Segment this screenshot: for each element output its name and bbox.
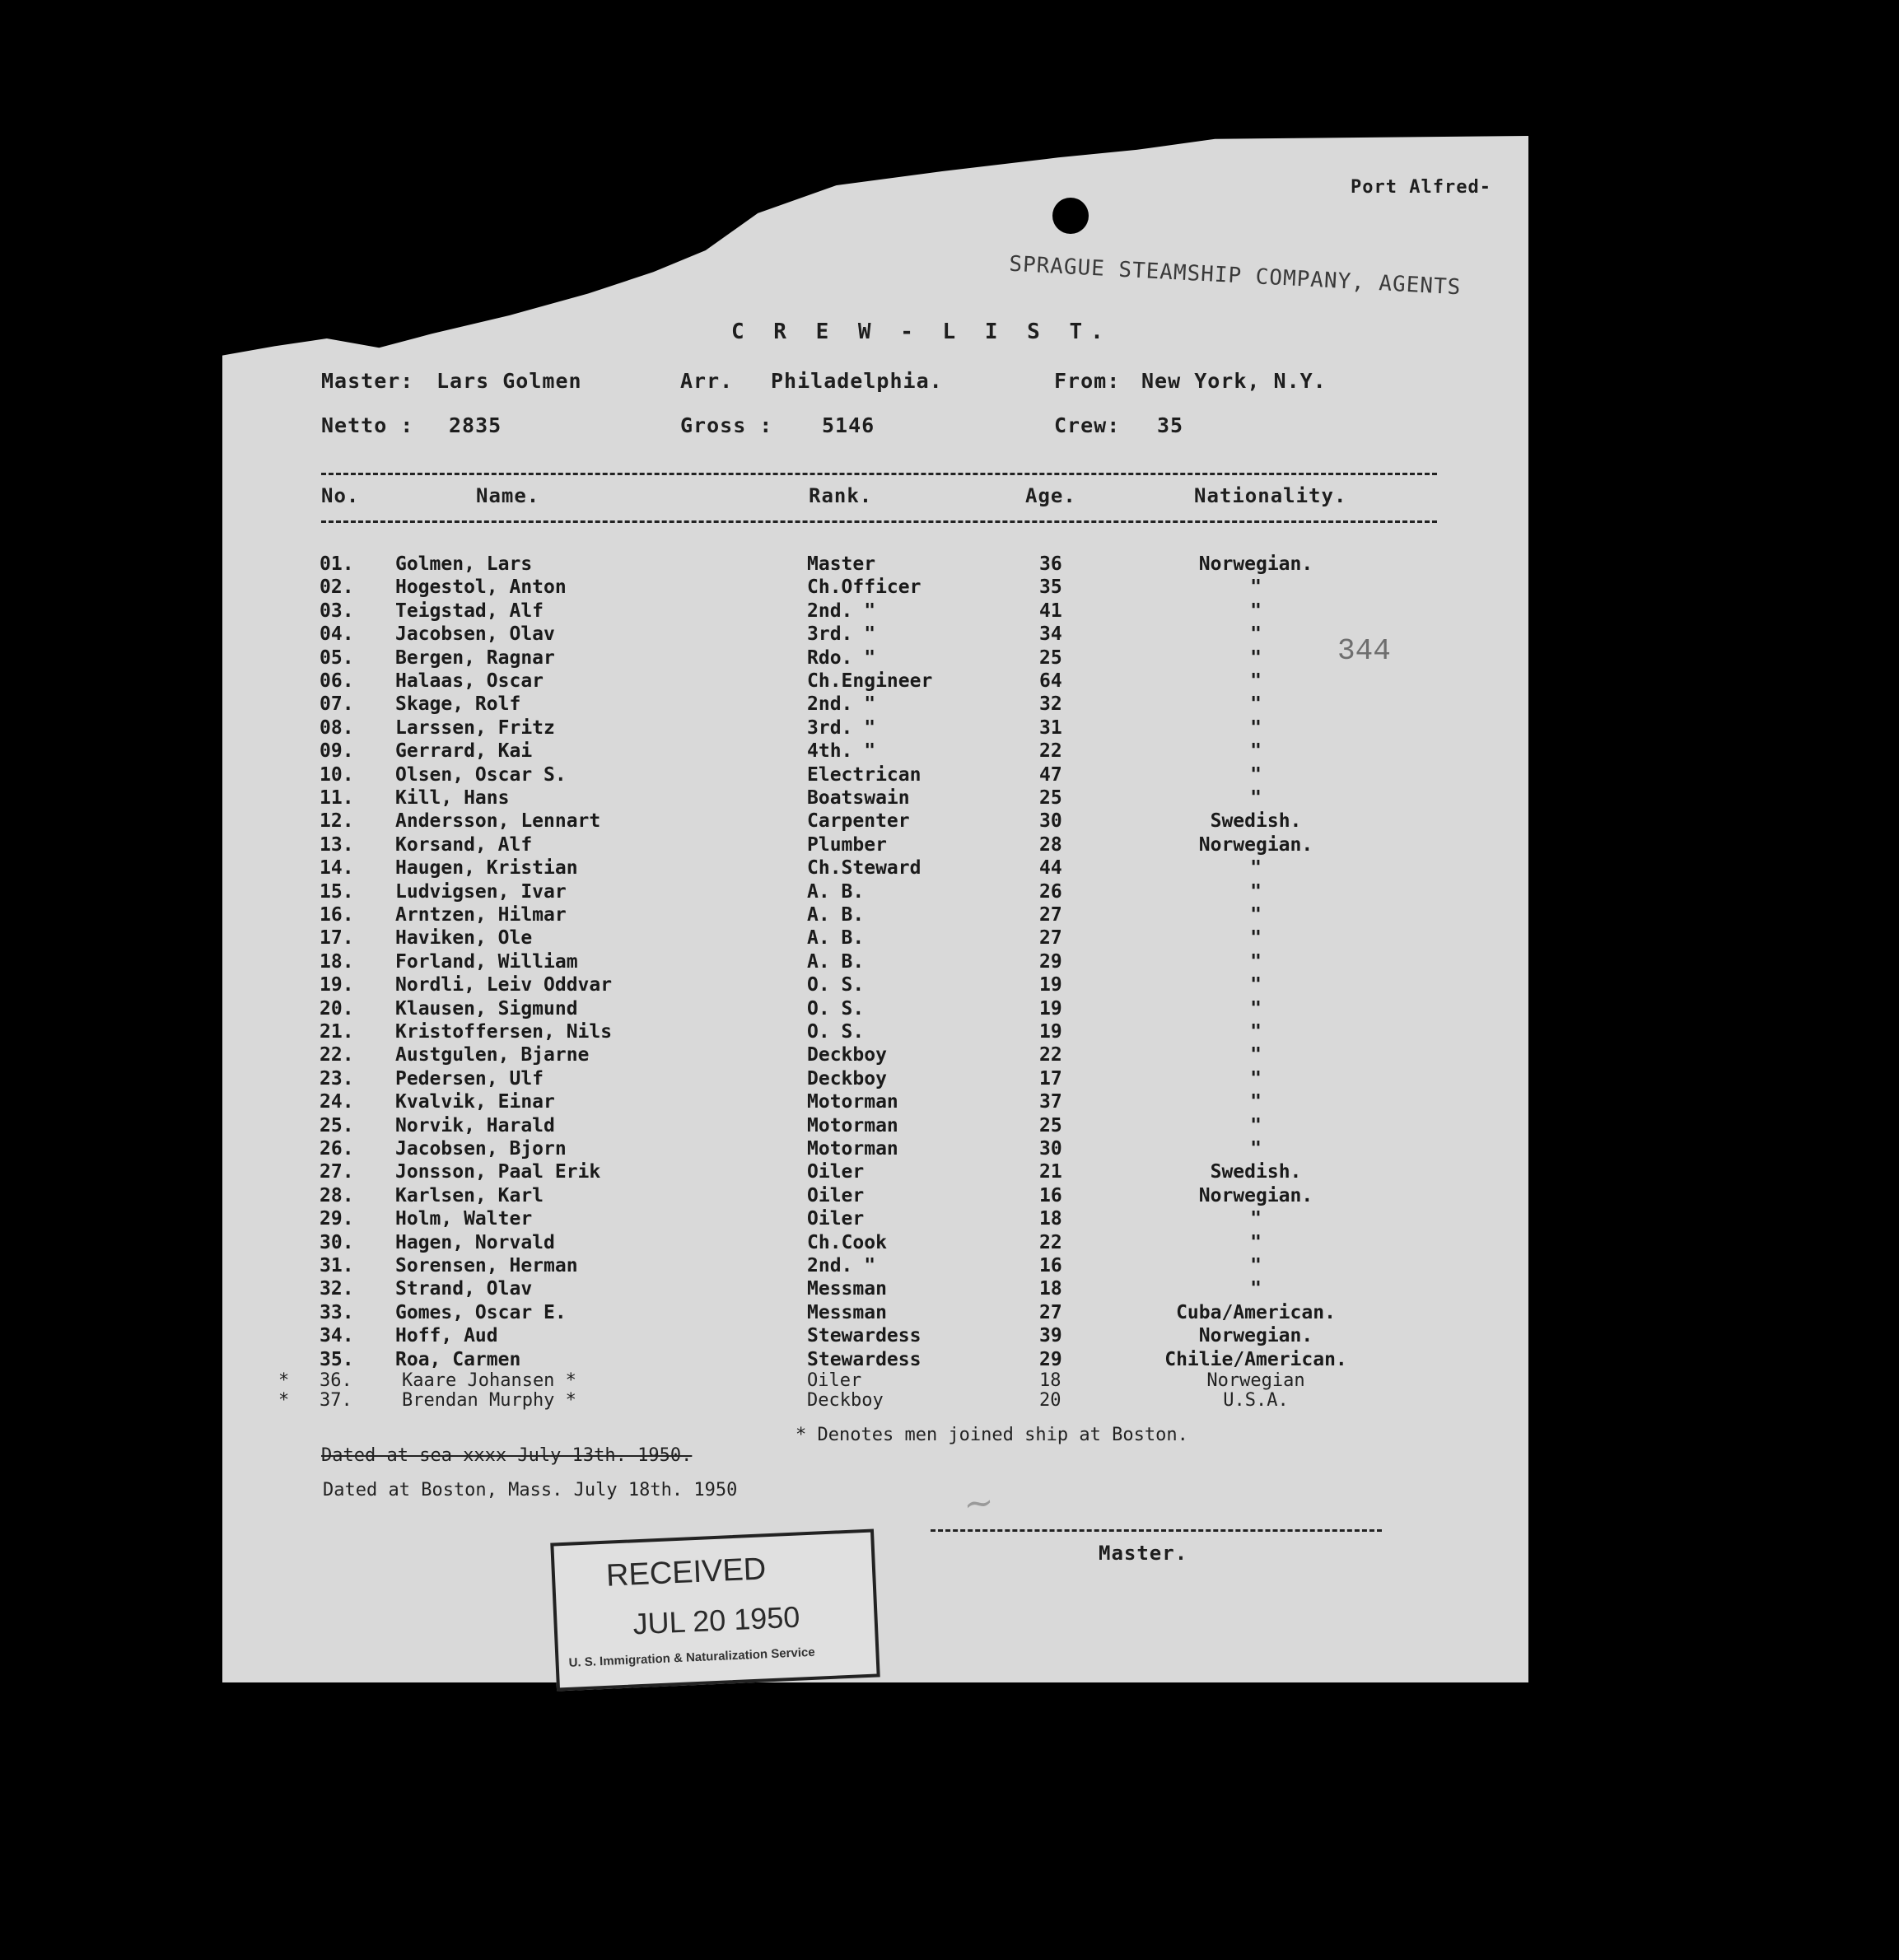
- crew-age: 34: [1039, 623, 1062, 646]
- crew-nationality: ": [1250, 857, 1262, 880]
- crew-name: Strand, Olav: [395, 1278, 533, 1300]
- crew-rank: O. S.: [807, 1021, 865, 1043]
- crew-name: Jonsson, Paal Erik: [395, 1161, 601, 1183]
- crew-name: Kaare Johansen *: [402, 1370, 576, 1391]
- crew-rank: Oiler: [807, 1370, 862, 1391]
- crew-rank: Messman: [807, 1278, 887, 1300]
- crew-rank: Oiler: [807, 1208, 865, 1230]
- gross-label: Gross :: [680, 413, 773, 437]
- crew-rank: Electrican: [807, 763, 922, 786]
- crew-rank: Ch.Cook: [807, 1231, 887, 1253]
- crew-nationality: Norwegian: [1206, 1370, 1305, 1391]
- crew-rank: Motorman: [807, 1091, 898, 1113]
- column-header-age: Age.: [1025, 484, 1076, 507]
- received-stamp-title: RECEIVED: [605, 1552, 768, 1594]
- crew-age: 64: [1039, 670, 1062, 692]
- joined-marker: *: [278, 1390, 290, 1411]
- crew-age: 27: [1039, 927, 1062, 950]
- crew-number: 36.: [320, 1370, 352, 1391]
- crew-nationality: ": [1250, 1114, 1262, 1136]
- received-stamp: [550, 1529, 880, 1692]
- crew-number: 32.: [320, 1278, 354, 1300]
- crew-age: 25: [1039, 1114, 1062, 1136]
- crew-rank: 4th. ": [807, 740, 876, 763]
- crew-name: Kill, Hans: [395, 787, 510, 809]
- crew-nationality: Swedish.: [1210, 810, 1302, 833]
- crew-age: 19: [1039, 1021, 1062, 1043]
- crew-name: Roa, Carmen: [395, 1348, 521, 1370]
- crew-age: 35: [1039, 576, 1062, 599]
- crew-nationality: ": [1250, 787, 1262, 809]
- crew-rank: 3rd. ": [807, 623, 876, 646]
- crew-number: 04.: [320, 623, 354, 646]
- crew-rank: Ch.Officer: [807, 576, 922, 599]
- crew-rank: Ch.Steward: [807, 857, 922, 880]
- crew-count-value: 35: [1157, 413, 1184, 437]
- crew-number: 37.: [320, 1390, 352, 1411]
- crew-nationality: ": [1250, 1231, 1262, 1253]
- crew-age: 36: [1039, 553, 1062, 575]
- crew-number: 10.: [320, 763, 354, 786]
- crew-number: 07.: [320, 693, 354, 716]
- crew-nationality: Norwegian.: [1198, 1325, 1313, 1347]
- crew-name: Hoff, Aud: [395, 1325, 498, 1347]
- crew-age: 31: [1039, 716, 1062, 739]
- crew-rank: O. S.: [807, 974, 865, 996]
- crew-name: Ludvigsen, Ivar: [395, 880, 567, 903]
- crew-rank: Motorman: [807, 1138, 898, 1160]
- crew-age: 26: [1039, 880, 1062, 903]
- crew-number: 24.: [320, 1091, 354, 1113]
- crew-name: Larssen, Fritz: [395, 716, 555, 739]
- crew-age: 37: [1039, 1091, 1062, 1113]
- crew-number: 33.: [320, 1301, 354, 1323]
- crew-name: Klausen, Sigmund: [395, 997, 578, 1020]
- crew-age: 18: [1039, 1370, 1061, 1391]
- crew-number: 34.: [320, 1325, 354, 1347]
- header-bottom-rule: [321, 520, 1437, 523]
- crew-rank: Deckboy: [807, 1067, 887, 1090]
- crew-rank: Stewardess: [807, 1325, 922, 1347]
- crew-number: 28.: [320, 1184, 354, 1206]
- crew-rank: 2nd. ": [807, 693, 876, 716]
- crew-nationality: ": [1250, 1091, 1262, 1113]
- master-signature: ~: [961, 1481, 996, 1526]
- crew-age: 22: [1039, 740, 1062, 763]
- crew-nationality: ": [1250, 646, 1262, 669]
- crew-nationality: ": [1250, 600, 1262, 622]
- crew-name: Norvik, Harald: [395, 1114, 555, 1136]
- crew-age: 39: [1039, 1325, 1062, 1347]
- crew-nationality: ": [1250, 1044, 1262, 1066]
- crew-age: 27: [1039, 1301, 1062, 1323]
- signature-label: Master.: [1099, 1542, 1188, 1565]
- crew-number: 18.: [320, 950, 354, 973]
- column-header-no: No.: [321, 484, 360, 507]
- crew-nationality: Norwegian.: [1198, 1184, 1313, 1206]
- crew-rank: A. B.: [807, 904, 865, 926]
- crew-number: 06.: [320, 670, 354, 692]
- crew-age: 21: [1039, 1161, 1062, 1183]
- crew-name: Halaas, Oscar: [395, 670, 544, 692]
- crew-nationality: ": [1250, 576, 1262, 599]
- crew-rank: A. B.: [807, 950, 865, 973]
- crew-number: 08.: [320, 716, 354, 739]
- crew-number: 13.: [320, 833, 354, 856]
- received-stamp-agency: U. S. Immigration & Naturalization Service: [568, 1645, 815, 1670]
- crew-rank: Deckboy: [807, 1044, 887, 1066]
- crew-nationality: Chilie/American.: [1164, 1348, 1347, 1370]
- crew-number: 21.: [320, 1021, 354, 1043]
- footnote: * Denotes men joined ship at Boston.: [796, 1425, 1188, 1445]
- crew-age: 29: [1039, 950, 1062, 973]
- crew-name: Bergen, Ragnar: [395, 646, 555, 669]
- crew-number: 11.: [320, 787, 354, 809]
- crew-nationality: ": [1250, 693, 1262, 716]
- crew-name: Arntzen, Hilmar: [395, 904, 567, 926]
- crew-number: 22.: [320, 1044, 354, 1066]
- crew-nationality: Norwegian.: [1198, 833, 1313, 856]
- page-title: C R E W - L I S T.: [731, 320, 1112, 344]
- crew-age: 29: [1039, 1348, 1062, 1370]
- crew-nationality: ": [1250, 763, 1262, 786]
- netto-value: 2835: [449, 413, 502, 437]
- crew-number: 31.: [320, 1255, 354, 1276]
- crew-number: 16.: [320, 904, 354, 926]
- crew-rank: Ch.Engineer: [807, 670, 933, 692]
- crew-age: 17: [1039, 1067, 1062, 1090]
- crew-name: Gerrard, Kai: [395, 740, 533, 763]
- crew-name: Skage, Rolf: [395, 693, 521, 716]
- crew-age: 25: [1039, 646, 1062, 669]
- crew-rank: Plumber: [807, 833, 887, 856]
- struck-date-line: Dated at sea xxxx July 13th. 1950.: [321, 1445, 693, 1466]
- crew-nationality: ": [1250, 997, 1262, 1020]
- crew-nationality: ": [1250, 1138, 1262, 1160]
- netto-label: Netto :: [321, 413, 414, 437]
- crew-name: Haugen, Kristian: [395, 857, 578, 880]
- crew-rank: Messman: [807, 1301, 887, 1323]
- crew-age: 25: [1039, 787, 1062, 809]
- crew-nationality: ": [1250, 716, 1262, 739]
- crew-number: 12.: [320, 810, 354, 833]
- crew-number: 02.: [320, 576, 354, 599]
- arrival-label: Arr.: [680, 369, 734, 393]
- crew-number: 15.: [320, 880, 354, 903]
- crew-nationality: ": [1250, 927, 1262, 950]
- crew-age: 41: [1039, 600, 1062, 622]
- crew-name: Jacobsen, Olav: [395, 623, 555, 646]
- from-label: From:: [1054, 369, 1121, 393]
- crew-name: Sorensen, Herman: [395, 1255, 578, 1276]
- crew-nationality: ": [1250, 1255, 1262, 1276]
- crew-rank: Carpenter: [807, 810, 910, 833]
- column-header-rank: Rank.: [809, 484, 873, 507]
- crew-number: 23.: [320, 1067, 354, 1090]
- dated-line: Dated at Boston, Mass. July 18th. 1950: [323, 1480, 738, 1500]
- from-value: New York, N.Y.: [1141, 369, 1327, 393]
- crew-nationality: ": [1250, 1278, 1262, 1300]
- crew-nationality: ": [1250, 740, 1262, 763]
- crew-nationality: ": [1250, 1208, 1262, 1230]
- crew-name: Nordli, Leiv Oddvar: [395, 974, 613, 996]
- crew-rank: Master: [807, 553, 876, 575]
- crew-number: 01.: [320, 553, 354, 575]
- crew-rank: A. B.: [807, 880, 865, 903]
- page-number: 344: [1337, 634, 1391, 668]
- crew-nationality: ": [1250, 904, 1262, 926]
- crew-nationality: ": [1250, 623, 1262, 646]
- master-value: Lars Golmen: [436, 369, 582, 393]
- crew-name: Olsen, Oscar S.: [395, 763, 567, 786]
- crew-number: 29.: [320, 1208, 354, 1230]
- crew-nationality: U.S.A.: [1223, 1390, 1289, 1411]
- crew-rank: 2nd. ": [807, 600, 876, 622]
- torn-hole: [1052, 198, 1089, 234]
- crew-nationality: ": [1250, 670, 1262, 692]
- column-header-nationality: Nationality.: [1194, 484, 1347, 507]
- crew-rank: Boatswain: [807, 787, 910, 809]
- master-label: Master:: [321, 369, 414, 393]
- crew-nationality: ": [1250, 974, 1262, 996]
- crew-nationality: ": [1250, 1021, 1262, 1043]
- crew-rank: Oiler: [807, 1184, 865, 1206]
- crew-rank: Rdo. ": [807, 646, 876, 669]
- agent-stamp: SPRAGUE STEAMSHIP COMPANY, AGENTS: [1008, 251, 1462, 301]
- crew-rank: 3rd. ": [807, 716, 876, 739]
- crew-nationality: Norwegian.: [1198, 553, 1313, 575]
- received-stamp-date: JUL 20 1950: [632, 1599, 801, 1641]
- crew-name: Gomes, Oscar E.: [395, 1301, 567, 1323]
- crew-name: Hogestol, Anton: [395, 576, 567, 599]
- crew-age: 47: [1039, 763, 1062, 786]
- crew-number: 19.: [320, 974, 354, 996]
- header-top-rule: [321, 473, 1437, 475]
- column-header-name: Name.: [476, 484, 540, 507]
- crew-age: 18: [1039, 1208, 1062, 1230]
- crew-age: 19: [1039, 997, 1062, 1020]
- crew-name: Andersson, Lennart: [395, 810, 601, 833]
- crew-age: 18: [1039, 1278, 1062, 1300]
- joined-marker: *: [278, 1370, 290, 1391]
- crew-name: Austgulen, Bjarne: [395, 1044, 590, 1066]
- crew-name: Haviken, Ole: [395, 927, 533, 950]
- crew-nationality: ": [1250, 950, 1262, 973]
- crew-age: 28: [1039, 833, 1062, 856]
- arrival-value: Philadelphia.: [771, 369, 943, 393]
- crew-number: 27.: [320, 1161, 354, 1183]
- crew-age: 16: [1039, 1255, 1062, 1276]
- crew-name: Golmen, Lars: [395, 553, 533, 575]
- crew-number: 14.: [320, 857, 354, 880]
- crew-number: 17.: [320, 927, 354, 950]
- crew-age: 32: [1039, 693, 1062, 716]
- crew-name: Kvalvik, Einar: [395, 1091, 555, 1113]
- crew-number: 20.: [320, 997, 354, 1020]
- gross-value: 5146: [822, 413, 875, 437]
- crew-age: 44: [1039, 857, 1062, 880]
- crew-rank: Oiler: [807, 1161, 865, 1183]
- crew-number: 05.: [320, 646, 354, 669]
- crew-rank: 2nd. ": [807, 1255, 876, 1276]
- crew-name: Pedersen, Ulf: [395, 1067, 544, 1090]
- crew-age: 19: [1039, 974, 1062, 996]
- crew-name: Jacobsen, Bjorn: [395, 1138, 567, 1160]
- crew-number: 03.: [320, 600, 354, 622]
- crew-number: 25.: [320, 1114, 354, 1136]
- top-handwritten-note: Port Alfred-: [1351, 177, 1491, 198]
- crew-name: Hagen, Norvald: [395, 1231, 555, 1253]
- crew-age: 30: [1039, 810, 1062, 833]
- crew-age: 22: [1039, 1231, 1062, 1253]
- crew-number: 09.: [320, 740, 354, 763]
- crew-age: 27: [1039, 904, 1062, 926]
- crew-age: 22: [1039, 1044, 1062, 1066]
- crew-name: Holm, Walter: [395, 1208, 533, 1230]
- crew-count-label: Crew:: [1054, 413, 1121, 437]
- crew-nationality: ": [1250, 1067, 1262, 1090]
- crew-number: 35.: [320, 1348, 354, 1370]
- crew-rank: Stewardess: [807, 1348, 922, 1370]
- crew-nationality: Swedish.: [1210, 1161, 1302, 1183]
- crew-rank: O. S.: [807, 997, 865, 1020]
- crew-number: 30.: [320, 1231, 354, 1253]
- crew-name: Korsand, Alf: [395, 833, 533, 856]
- crew-age: 30: [1039, 1138, 1062, 1160]
- signature-line: [931, 1529, 1382, 1532]
- crew-age: 16: [1039, 1184, 1062, 1206]
- crew-nationality: ": [1250, 880, 1262, 903]
- crew-name: Karlsen, Karl: [395, 1184, 544, 1206]
- crew-name: Kristoffersen, Nils: [395, 1021, 613, 1043]
- crew-nationality: Cuba/American.: [1176, 1301, 1336, 1323]
- crew-age: 20: [1039, 1390, 1061, 1411]
- crew-name: Teigstad, Alf: [395, 600, 544, 622]
- crew-rank: A. B.: [807, 927, 865, 950]
- crew-rank: Motorman: [807, 1114, 898, 1136]
- crew-rank: Deckboy: [807, 1390, 884, 1411]
- crew-name: Forland, William: [395, 950, 578, 973]
- crew-name: Brendan Murphy *: [402, 1390, 576, 1411]
- crew-number: 26.: [320, 1138, 354, 1160]
